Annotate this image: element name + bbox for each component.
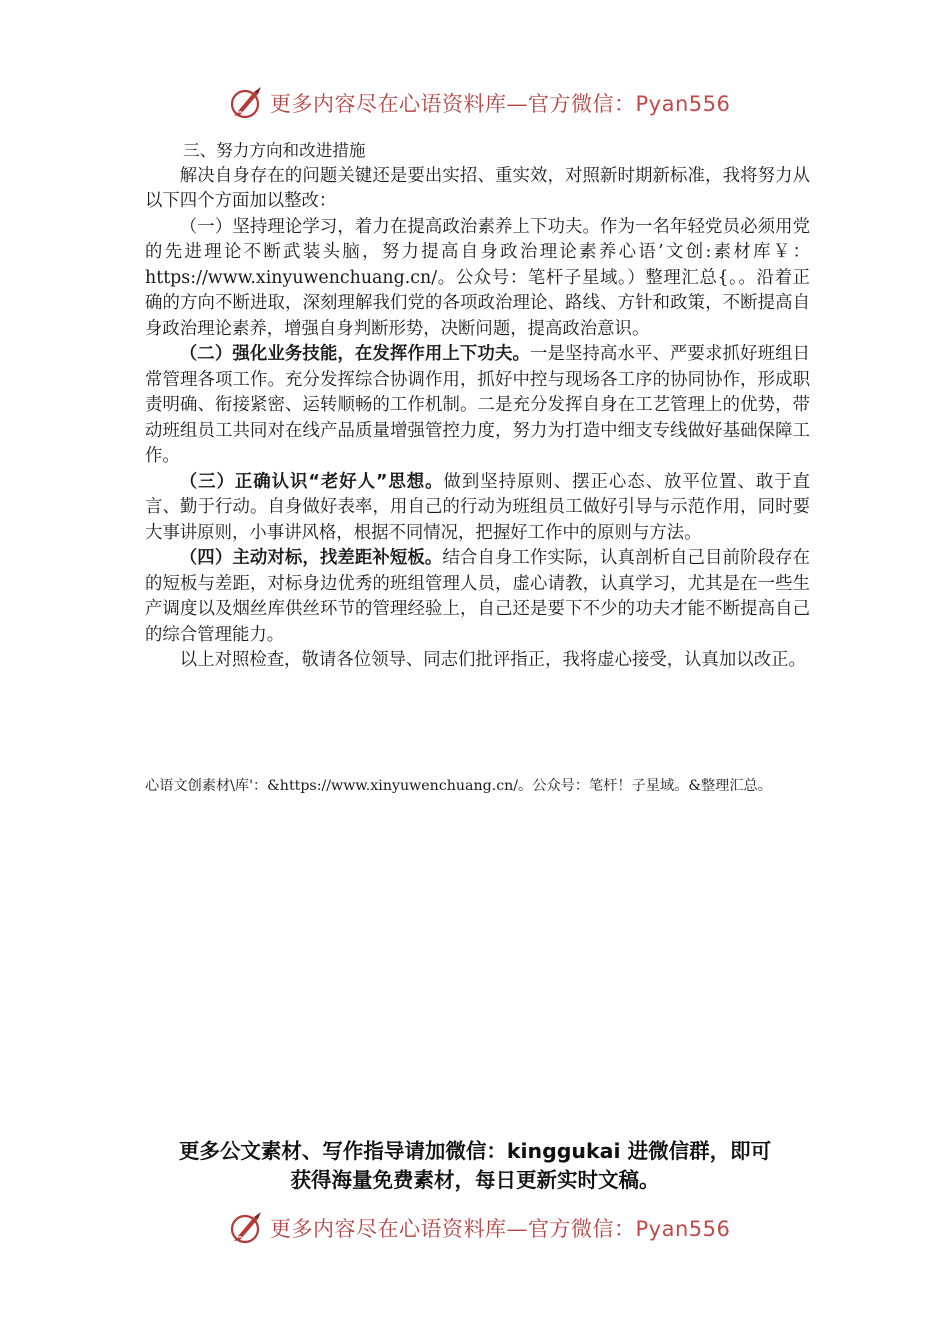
item-3-title: （三）正确认识“老好人”思想。 (179, 471, 444, 492)
document-body (145, 138, 810, 674)
banner-text: 更多内容尽在心语资料库—官方微信：Pyan556 (270, 92, 731, 116)
quill-pen-logo-icon (228, 1210, 264, 1246)
wechat-id: Pyan556 (635, 92, 731, 116)
item-4-paragraph (145, 546, 810, 648)
promo-block (130, 1137, 820, 1195)
item-2-body: 一是坚持高水平、严要求抓好班组日常管理各项工作。充分发挥综合协调作用，抓好中控与现场各工序的协同协作，形成职责明确、衔接紧密、运转顺畅的工作机制。二是充分发挥自身在工艺管理上的优势，带动班组员工共同对在线产品质量增强管控力度，努力为打造中细支专线做好基础保障工作。 (145, 344, 810, 466)
item-4-title: （四）主动对标，找差距补短板。 (179, 548, 443, 568)
section-heading: 三、努力方向和改进措施 (183, 141, 366, 160)
banner-text: 更多内容尽在心语资料库—官方微信：Pyan556 (270, 1217, 731, 1241)
item-2-paragraph (145, 342, 810, 470)
quill-pen-logo-icon (228, 85, 264, 121)
closing-paragraph: 以上对照检查，敬请各位领导、同志们批评指正，我将虚心接受，认真加以改正。 (179, 650, 806, 670)
intro-paragraph: 解决自身存在的问题关键还是要出实招、重实效，对照新时期新标准，我将努力从以下四个方面加以整改： (145, 165, 810, 211)
item-3-paragraph (145, 470, 810, 547)
header-banner (228, 83, 748, 123)
item-1-paragraph: （一）坚持理论学习，着力在提高政治素养上下功夫。作为一名年轻党员必须用党的先进理论不断武装头脑，努力提高自身政治理论素养心语’文创:素材库￥：https://www.xinyuwenchuang.cn/。公众号：笔杆子星域。）整理汇总{。。沿着正确的方向不断进取，深刻理解我们党的各项政治理论、路线、方针和政策，不断提高自身政治理论素养，增强自身判断形势，决断问题，提高政治意识。 (145, 216, 810, 339)
promo-line-2: 获得海量免费素材，每日更新实时文稿。 (290, 1168, 660, 1192)
source-note: 心语文创素材\库'：&https://www.xinyuwenchuang.cn/。公众号：笔杆！子星域。&整理汇总。 (145, 778, 772, 794)
item-2-title: （二）强化业务技能，在发挥作用上下功夫。 (179, 344, 530, 364)
item-3-body: 做到坚持原则、摆正心态、放平位置、敢于直言、勤于行动。自身做好表率，用自己的行动为班组员工做好引导与示范作用，同时要大事讲原则，小事讲风格，根据不同情况，把握好工作中的原则与方法。 (145, 471, 810, 543)
item-4-body: 结合自身工作实际，认真剖析自己目前阶段存在的短板与差距，对标身边优秀的班组管理人员，虚心请教，认真学习，尤其是在一些生产调度以及烟丝库供丝环节的管理经验上，自己还是要下不少的功夫才能不断提高自己的综合管理能力。 (145, 548, 810, 645)
promo-line-1: 更多公文素材、写作指导请加微信：kinggukai 进微信群，即可 (178, 1139, 772, 1163)
wechat-id: Pyan556 (635, 1217, 731, 1241)
footer-banner (228, 1208, 748, 1248)
